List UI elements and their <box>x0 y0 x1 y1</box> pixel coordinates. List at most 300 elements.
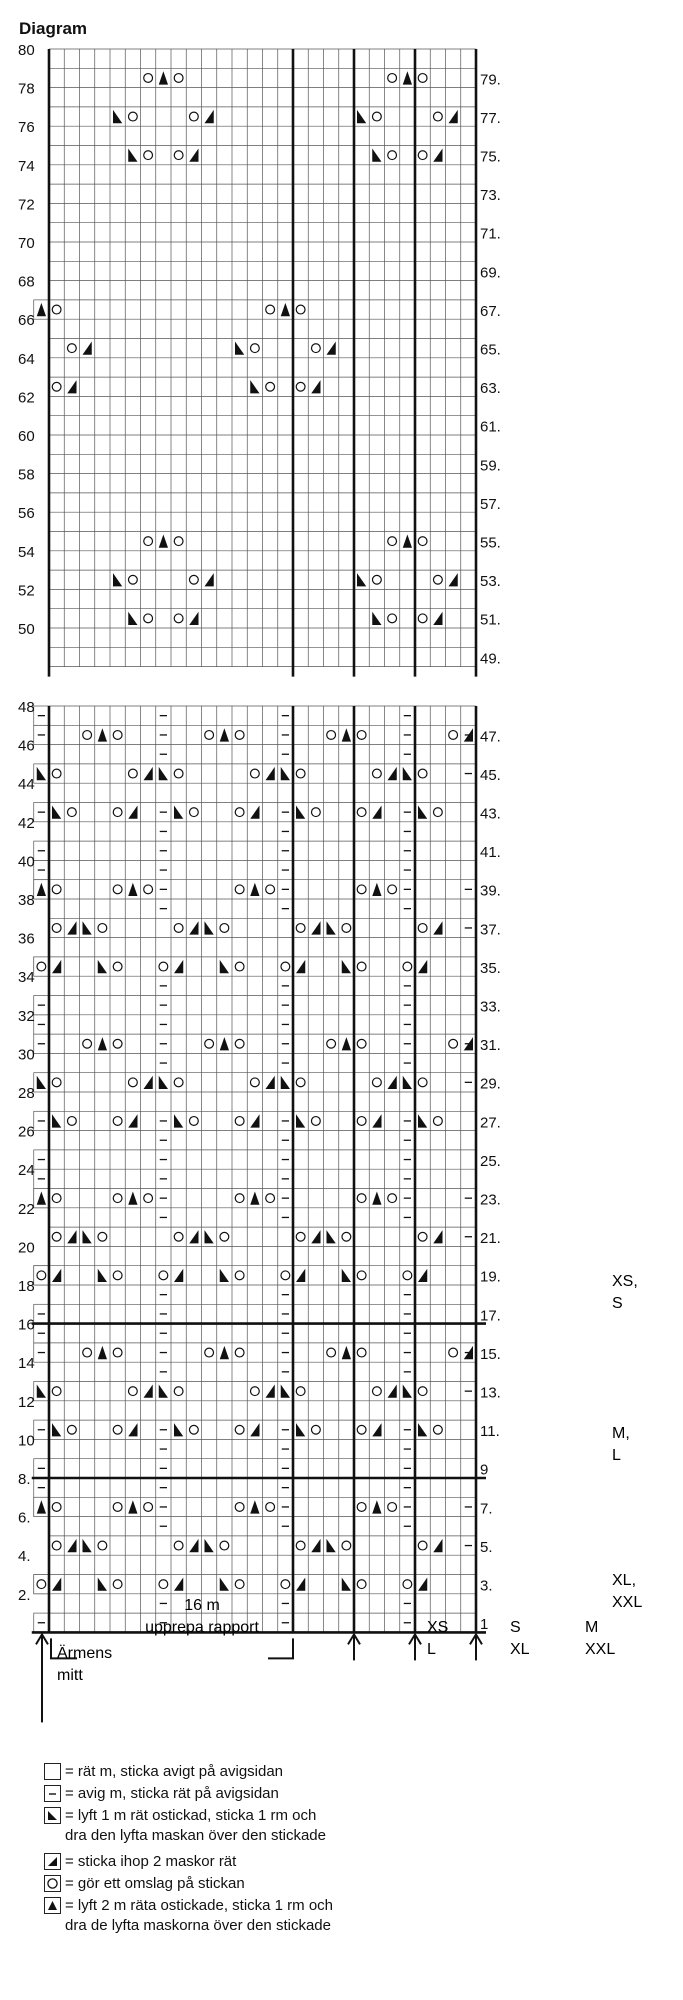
yarn-over-symbol <box>296 1541 305 1550</box>
row-number-left: 22 <box>18 1200 35 1218</box>
yarn-over-symbol <box>357 962 366 971</box>
k2tog-symbol <box>433 149 442 162</box>
skp-decrease-symbol <box>83 1230 92 1243</box>
yarn-over-symbol <box>52 1503 61 1512</box>
yarn-over-symbol <box>174 151 183 160</box>
yarn-over-symbol <box>113 1580 122 1589</box>
k2tog-symbol <box>52 1269 61 1282</box>
yarn-over-symbol <box>128 112 137 121</box>
yarn-over-symbol <box>388 1194 397 1203</box>
arrow-label-s: S <box>510 1619 521 1636</box>
legend-item-yarn-over <box>44 1874 464 1896</box>
yarn-over-symbol <box>418 1387 427 1396</box>
size-mark-s: S <box>612 1295 623 1312</box>
skp-decrease-icon <box>44 1807 61 1824</box>
row-number-right: 73. <box>480 187 501 205</box>
chart-upper <box>18 42 501 677</box>
double-decrease-symbol <box>220 1346 229 1359</box>
yarn-over-symbol <box>235 731 244 740</box>
double-decrease-symbol <box>98 728 107 741</box>
row-number-right: 55. <box>480 534 501 552</box>
yarn-over-symbol <box>418 769 427 778</box>
k2tog-symbol <box>189 1539 198 1552</box>
skp-decrease-symbol <box>174 1423 183 1436</box>
double-decrease-symbol <box>372 1500 381 1513</box>
yarn-over-symbol <box>311 344 320 353</box>
row-number-left: 54 <box>18 543 35 561</box>
row-number-left: 46 <box>18 737 35 755</box>
yarn-over-symbol <box>266 1194 275 1203</box>
yarn-over-symbol <box>357 1580 366 1589</box>
yarn-over-symbol <box>220 1541 229 1550</box>
skp-decrease-symbol <box>342 960 351 973</box>
yarn-over-symbol <box>433 808 442 817</box>
legend-item-purl <box>44 1784 464 1806</box>
skp-decrease-symbol <box>403 1076 412 1089</box>
yarn-over-symbol <box>311 1425 320 1434</box>
arrow-label-xs: XS <box>427 1619 449 1636</box>
yarn-over-symbol <box>52 885 61 894</box>
row-number-left: 66 <box>18 312 35 330</box>
k2tog-symbol <box>296 1269 305 1282</box>
row-number-right: 1 <box>480 1616 489 1634</box>
row-number-left: 72 <box>18 196 35 214</box>
row-number-left: 70 <box>18 235 35 252</box>
row-number-left: 44 <box>18 776 35 794</box>
yarn-over-symbol <box>372 1078 381 1087</box>
yarn-over-symbol <box>128 769 137 778</box>
yarn-over-symbol <box>113 962 122 971</box>
yarn-over-symbol <box>113 731 122 740</box>
row-number-left: 26 <box>18 1123 35 1141</box>
k2tog-symbol <box>250 1114 259 1127</box>
double-decrease-symbol <box>403 71 412 84</box>
k2tog-symbol <box>311 1230 320 1243</box>
row-number-left: 4. <box>18 1548 31 1566</box>
k2tog-symbol <box>311 921 320 934</box>
k2tog-symbol <box>250 806 259 819</box>
double-decrease-symbol <box>159 71 168 84</box>
yarn-over-symbol <box>144 1194 153 1203</box>
skp-decrease-symbol <box>418 806 427 819</box>
yarn-over-symbol <box>266 305 275 314</box>
row-number-right: 37. <box>480 921 501 939</box>
k2tog-symbol <box>67 921 76 934</box>
k2tog-symbol <box>144 767 153 780</box>
row-number-right: 71. <box>480 225 501 243</box>
row-number-left: 8. <box>18 1471 31 1488</box>
row-number-right: 65. <box>480 341 501 359</box>
double-decrease-icon <box>44 1897 61 1914</box>
yarn-over-symbol <box>174 924 183 933</box>
k2tog-symbol <box>128 1114 137 1127</box>
row-number-right: 53. <box>480 573 501 591</box>
row-number-left: 12 <box>18 1393 35 1411</box>
double-decrease-symbol <box>220 728 229 741</box>
yarn-over-symbol <box>266 885 275 894</box>
yarn-over-symbol <box>372 112 381 121</box>
yarn-over-symbol <box>388 614 397 623</box>
row-number-right: 25. <box>480 1152 501 1170</box>
arrow-label-l: L <box>427 1641 436 1658</box>
yarn-over-symbol <box>235 1580 244 1589</box>
yarn-over-symbol <box>372 769 381 778</box>
skp-decrease-symbol <box>220 960 229 973</box>
double-decrease-symbol <box>128 883 137 896</box>
yarn-over-symbol <box>388 151 397 160</box>
k2tog-symbol <box>250 1423 259 1436</box>
skp-decrease-symbol <box>403 767 412 780</box>
skp-decrease-symbol <box>98 1578 107 1591</box>
k2tog-symbol <box>433 1230 442 1243</box>
skp-decrease-symbol <box>281 767 290 780</box>
legend-item-k2tog <box>44 1852 464 1874</box>
size-mark-l: L <box>612 1447 621 1464</box>
blank-square-icon <box>44 1763 61 1780</box>
skp-decrease-symbol <box>418 1114 427 1127</box>
yarn-over-symbol <box>98 1541 107 1550</box>
row-number-right: 59. <box>480 457 501 475</box>
yarn-over-symbol <box>144 614 153 623</box>
row-number-left: 16 <box>18 1316 35 1334</box>
yarn-over-symbol <box>113 1117 122 1126</box>
skp-decrease-symbol <box>174 806 183 819</box>
yarn-over-symbol <box>52 1078 61 1087</box>
k2tog-symbol <box>311 1539 320 1552</box>
yarn-over-symbol <box>418 1232 427 1241</box>
row-number-right: 5. <box>480 1538 493 1556</box>
yarn-over-symbol <box>52 1194 61 1203</box>
row-number-left: 2. <box>18 1586 31 1604</box>
row-number-left: 20 <box>18 1239 35 1257</box>
yarn-over-symbol <box>357 1271 366 1280</box>
row-number-right: 33. <box>480 998 501 1016</box>
double-decrease-symbol <box>128 1500 137 1513</box>
yarn-over-symbol <box>67 1117 76 1126</box>
legend-item-knit <box>44 1762 464 1784</box>
k2tog-symbol <box>266 1076 275 1089</box>
legend-text: = avig m, sticka rät på avigsidan <box>65 1785 279 1802</box>
yarn-over-symbol <box>189 808 198 817</box>
row-number-left: 80 <box>18 42 35 59</box>
row-number-right: 21. <box>480 1230 501 1248</box>
row-number-right: 75. <box>480 148 501 166</box>
yarn-over-symbol <box>281 1271 290 1280</box>
row-number-right: 29. <box>480 1075 501 1093</box>
row-number-right: 79. <box>480 71 501 89</box>
yarn-over-symbol <box>311 808 320 817</box>
yarn-over-symbol <box>174 74 183 83</box>
row-number-right: 45. <box>480 766 501 784</box>
yarn-over-symbol <box>37 1580 46 1589</box>
row-number-right: 7. <box>480 1500 493 1518</box>
yarn-over-symbol <box>433 1425 442 1434</box>
skp-decrease-symbol <box>113 573 122 586</box>
yarn-over-symbol <box>189 1117 198 1126</box>
yarn-over-symbol <box>357 1194 366 1203</box>
double-decrease-symbol <box>250 1192 259 1205</box>
yarn-over-symbol <box>296 1387 305 1396</box>
skp-decrease-symbol <box>220 1578 229 1591</box>
k2tog-symbol <box>144 1385 153 1398</box>
yarn-over-symbol <box>113 1425 122 1434</box>
row-number-left: 34 <box>18 969 35 987</box>
skp-decrease-symbol <box>174 1114 183 1127</box>
yarn-over-icon <box>44 1875 61 1892</box>
skp-decrease-symbol <box>205 1539 214 1552</box>
k2tog-symbol <box>327 342 336 355</box>
k2tog-symbol <box>449 110 458 123</box>
purl-dash-icon <box>44 1785 61 1802</box>
yarn-over-symbol <box>52 1232 61 1241</box>
k2tog-symbol <box>311 380 320 393</box>
yarn-over-symbol <box>235 1503 244 1512</box>
row-number-left: 42 <box>18 814 35 832</box>
skp-decrease-symbol <box>159 767 168 780</box>
k2tog-symbol <box>388 1076 397 1089</box>
row-number-right: 61. <box>480 418 501 436</box>
yarn-over-symbol <box>250 344 259 353</box>
double-decrease-symbol <box>372 1192 381 1205</box>
skp-decrease-symbol <box>403 1385 412 1398</box>
yarn-over-symbol <box>98 924 107 933</box>
row-number-right: 19. <box>480 1268 501 1286</box>
yarn-over-symbol <box>52 382 61 391</box>
yarn-over-symbol <box>113 1348 122 1357</box>
k2tog-symbol <box>418 960 427 973</box>
yarn-over-symbol <box>52 769 61 778</box>
skp-decrease-symbol <box>296 1423 305 1436</box>
repeat-label-2: upprepa rapport <box>145 1619 259 1636</box>
size-mark-xl: XL, <box>612 1572 637 1589</box>
yarn-over-symbol <box>266 382 275 391</box>
yarn-over-symbol <box>342 1232 351 1241</box>
yarn-over-symbol <box>372 1387 381 1396</box>
skp-decrease-symbol <box>128 612 137 625</box>
yarn-over-symbol <box>144 537 153 546</box>
yarn-over-symbol <box>67 808 76 817</box>
yarn-over-symbol <box>235 1425 244 1434</box>
double-decrease-symbol <box>281 303 290 316</box>
yarn-over-symbol <box>235 1348 244 1357</box>
legend-text: = lyft 2 m räta ostickade, sticka 1 rm och dra de lyfta maskorna över den stickade <box>65 1897 334 1934</box>
size-mark-xxl: XXL <box>612 1594 643 1611</box>
legend <box>44 1762 464 1942</box>
yarn-over-symbol <box>235 1271 244 1280</box>
row-number-right: 17. <box>480 1307 501 1325</box>
skp-decrease-symbol <box>327 921 336 934</box>
k2tog-symbol <box>418 1269 427 1282</box>
yarn-over-symbol <box>449 731 458 740</box>
skp-decrease-symbol <box>418 1423 427 1436</box>
row-number-right: 63. <box>480 380 501 398</box>
yarn-over-symbol <box>281 1580 290 1589</box>
legend-text: = gör ett omslag på stickan <box>65 1875 245 1892</box>
row-number-left: 56 <box>18 505 35 523</box>
row-number-left: 74 <box>18 157 35 175</box>
yarn-over-symbol <box>235 962 244 971</box>
k2tog-symbol <box>266 767 275 780</box>
yarn-over-symbol <box>144 151 153 160</box>
legend-item-skp <box>44 1806 464 1852</box>
yarn-over-symbol <box>113 1194 122 1203</box>
yarn-over-symbol <box>128 1387 137 1396</box>
row-number-left: 78 <box>18 80 35 98</box>
yarn-over-symbol <box>144 885 153 894</box>
row-number-right: 27. <box>480 1114 501 1132</box>
k2tog-symbol <box>144 1076 153 1089</box>
yarn-over-symbol <box>113 1503 122 1512</box>
k2tog-symbol <box>83 342 92 355</box>
k2tog-symbol <box>449 573 458 586</box>
row-number-right: 23. <box>480 1191 501 1209</box>
k2tog-symbol <box>372 806 381 819</box>
yarn-over-symbol <box>250 1387 259 1396</box>
yarn-over-symbol <box>388 1503 397 1512</box>
yarn-over-symbol <box>250 769 259 778</box>
skp-decrease-symbol <box>159 1385 168 1398</box>
yarn-over-symbol <box>174 614 183 623</box>
row-number-left: 18 <box>18 1278 35 1295</box>
row-number-left: 50 <box>18 621 35 638</box>
yarn-over-symbol <box>67 344 76 353</box>
row-number-right: 43. <box>480 805 501 823</box>
k2tog-symbol <box>174 1578 183 1591</box>
yarn-over-symbol <box>418 1541 427 1550</box>
yarn-over-symbol <box>174 1232 183 1241</box>
skp-decrease-symbol <box>159 1076 168 1089</box>
yarn-over-symbol <box>113 885 122 894</box>
skp-decrease-symbol <box>83 1539 92 1552</box>
yarn-over-symbol <box>128 1078 137 1087</box>
row-number-left: 62 <box>18 389 35 407</box>
yarn-over-symbol <box>357 1117 366 1126</box>
yarn-over-symbol <box>174 769 183 778</box>
row-number-left: 58 <box>18 466 35 484</box>
double-decrease-symbol <box>98 1037 107 1050</box>
skp-decrease-symbol <box>220 1269 229 1282</box>
k2tog-symbol <box>433 1539 442 1552</box>
skp-decrease-symbol <box>83 921 92 934</box>
yarn-over-symbol <box>205 731 214 740</box>
yarn-over-symbol <box>83 1039 92 1048</box>
row-number-right: 15. <box>480 1345 501 1363</box>
k2tog-symbol <box>296 960 305 973</box>
row-number-left: 68 <box>18 273 35 291</box>
row-number-right: 77. <box>480 109 501 127</box>
double-decrease-symbol <box>403 535 412 548</box>
yarn-over-symbol <box>250 1078 259 1087</box>
yarn-over-symbol <box>220 924 229 933</box>
yarn-over-symbol <box>449 1039 458 1048</box>
row-number-left: 14 <box>18 1355 35 1373</box>
yarn-over-symbol <box>159 1271 168 1280</box>
yarn-over-symbol <box>342 924 351 933</box>
k2tog-symbol <box>296 1578 305 1591</box>
yarn-over-symbol <box>52 1541 61 1550</box>
legend-text: = lyft 1 m rät ostickad, sticka 1 rm och dra den lyfta maskan över den stickade <box>65 1807 326 1844</box>
legend-item-double-decrease <box>44 1896 464 1942</box>
double-decrease-symbol <box>128 1192 137 1205</box>
k2tog-symbol <box>67 1539 76 1552</box>
double-decrease-symbol <box>342 1037 351 1050</box>
yarn-over-symbol <box>403 1580 412 1589</box>
k2tog-symbol <box>189 921 198 934</box>
double-decrease-symbol <box>342 728 351 741</box>
double-decrease-symbol <box>342 1346 351 1359</box>
skp-decrease-symbol <box>235 342 244 355</box>
skp-decrease-symbol <box>342 1269 351 1282</box>
double-decrease-symbol <box>98 1346 107 1359</box>
yarn-over-symbol <box>52 924 61 933</box>
skp-decrease-symbol <box>281 1385 290 1398</box>
yarn-over-symbol <box>205 1039 214 1048</box>
yarn-over-symbol <box>296 1232 305 1241</box>
row-number-left: 24 <box>18 1162 35 1180</box>
row-number-right: 47. <box>480 728 501 746</box>
row-number-left: 38 <box>18 892 35 909</box>
skp-decrease-symbol <box>281 1076 290 1089</box>
yarn-over-symbol <box>357 1348 366 1357</box>
sleeve-center-label: Ärmens <box>57 1645 113 1662</box>
row-number-right: 51. <box>480 611 501 629</box>
sleeve-center-label-2: mitt <box>57 1667 83 1684</box>
skp-decrease-symbol <box>327 1230 336 1243</box>
k2tog-symbol <box>128 806 137 819</box>
yarn-over-symbol <box>357 885 366 894</box>
row-number-left: 10 <box>18 1432 35 1450</box>
skp-decrease-symbol <box>342 1578 351 1591</box>
double-decrease-symbol <box>250 883 259 896</box>
yarn-over-symbol <box>311 1117 320 1126</box>
yarn-over-symbol <box>357 731 366 740</box>
yarn-over-symbol <box>37 962 46 971</box>
k2tog-symbol <box>266 1385 275 1398</box>
yarn-over-symbol <box>296 305 305 314</box>
yarn-over-symbol <box>357 808 366 817</box>
yarn-over-symbol <box>418 924 427 933</box>
k2tog-symbol <box>189 612 198 625</box>
skp-decrease-symbol <box>52 1114 61 1127</box>
k2tog-symbol <box>128 1423 137 1436</box>
arrow-label-xxl: XXL <box>585 1641 616 1658</box>
row-number-left: 30 <box>18 1046 35 1064</box>
size-mark-xs: XS, <box>612 1273 638 1290</box>
k2tog-symbol <box>52 960 61 973</box>
yarn-over-symbol <box>128 575 137 584</box>
yarn-over-symbol <box>235 808 244 817</box>
yarn-over-symbol <box>372 575 381 584</box>
diagram-title: Diagram <box>19 19 88 38</box>
skp-decrease-symbol <box>296 1114 305 1127</box>
yarn-over-symbol <box>37 1271 46 1280</box>
skp-decrease-symbol <box>296 806 305 819</box>
yarn-over-symbol <box>388 74 397 83</box>
row-number-right: 69. <box>480 264 501 282</box>
yarn-over-symbol <box>189 1425 198 1434</box>
yarn-over-symbol <box>98 1232 107 1241</box>
yarn-over-symbol <box>281 962 290 971</box>
yarn-over-symbol <box>357 1503 366 1512</box>
chart-lower <box>18 699 501 1722</box>
yarn-over-symbol <box>433 575 442 584</box>
yarn-over-symbol <box>113 808 122 817</box>
row-number-left: 6. <box>18 1509 31 1527</box>
row-number-right: 41. <box>480 844 501 862</box>
row-number-right: 31. <box>480 1037 501 1055</box>
row-number-left: 76 <box>18 119 35 137</box>
row-number-left: 36 <box>18 930 35 948</box>
